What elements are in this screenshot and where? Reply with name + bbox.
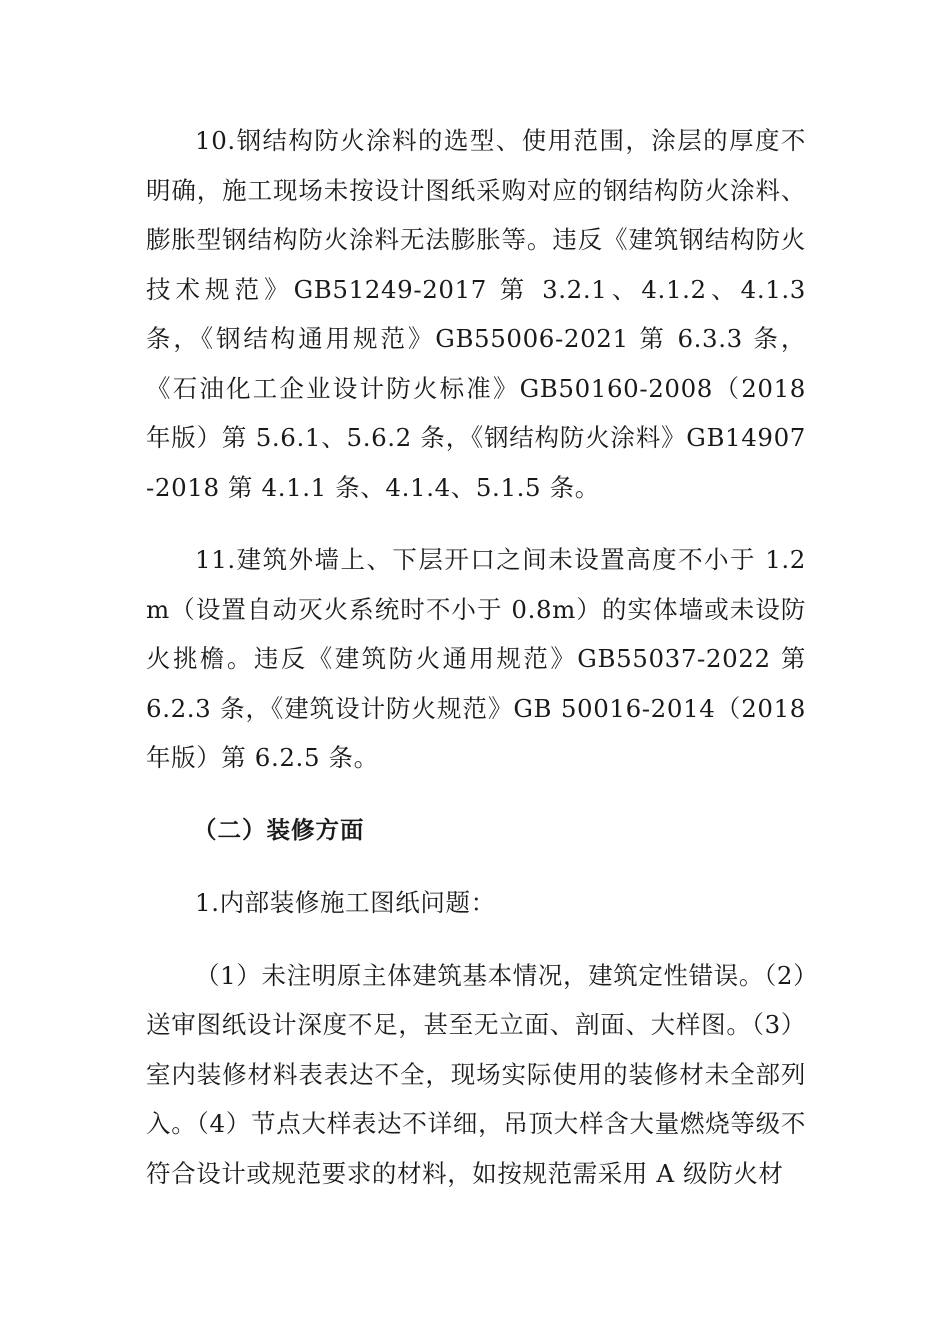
item-body-drawing-issues: （1）未注明原主体建筑基本情况，建筑定性错误。（2）送审图纸设计深度不足，甚至无立面、剖面、大样图。（3）室内装修材料表表达不全，现场实际使用的装修材未全部列入。（4）节点大样表达不详细，吊顶大样含大量燃烧等级不符合设计或规范要求的材料，如按规范需采用 A 级防火材 [146,960,806,1188]
section-heading-decoration: （二）装修方面 [193,815,365,844]
paragraph-exterior-wall-openings: 11.建筑外墙上、下层开口之间未设置高度不小于 1.2m（设置自动灭火系统时不小于 0.8m）的实体墙或未设防火挑檐。违反《建筑防火通用规范》GB55037-2022 第 6.2.3 条，《建筑设计防火规范》GB 50016-2014（2018 年版）第 6.2.5 条。 [146,545,806,772]
item-title-drawing-issues: 1.内部装修施工图纸问题： [195,888,496,917]
document-body [146,116,806,1198]
paragraph-steel-fireproof-coating: 10.钢结构防火涂料的选型、使用范围，涂层的厚度不明确，施工现场未按设计图纸采购对应的钢结构防火涂料、膨胀型钢结构防火涂料无法膨胀等。违反《建筑钢结构防火技术规范》GB51249-2017 第 3.2.1、4.1.2、4.1.3 条，《钢结构通用规范》GB55006-2021 第 6.3.3 条，《石油化工企业设计防火标准》GB50160-2008（2018 年版）第 5.6.1、5.6.2 条，《钢结构防火涂料》GB14907-2018 第 4.1.1 条、4.1.4、5.1.5 条。 [146,126,806,502]
